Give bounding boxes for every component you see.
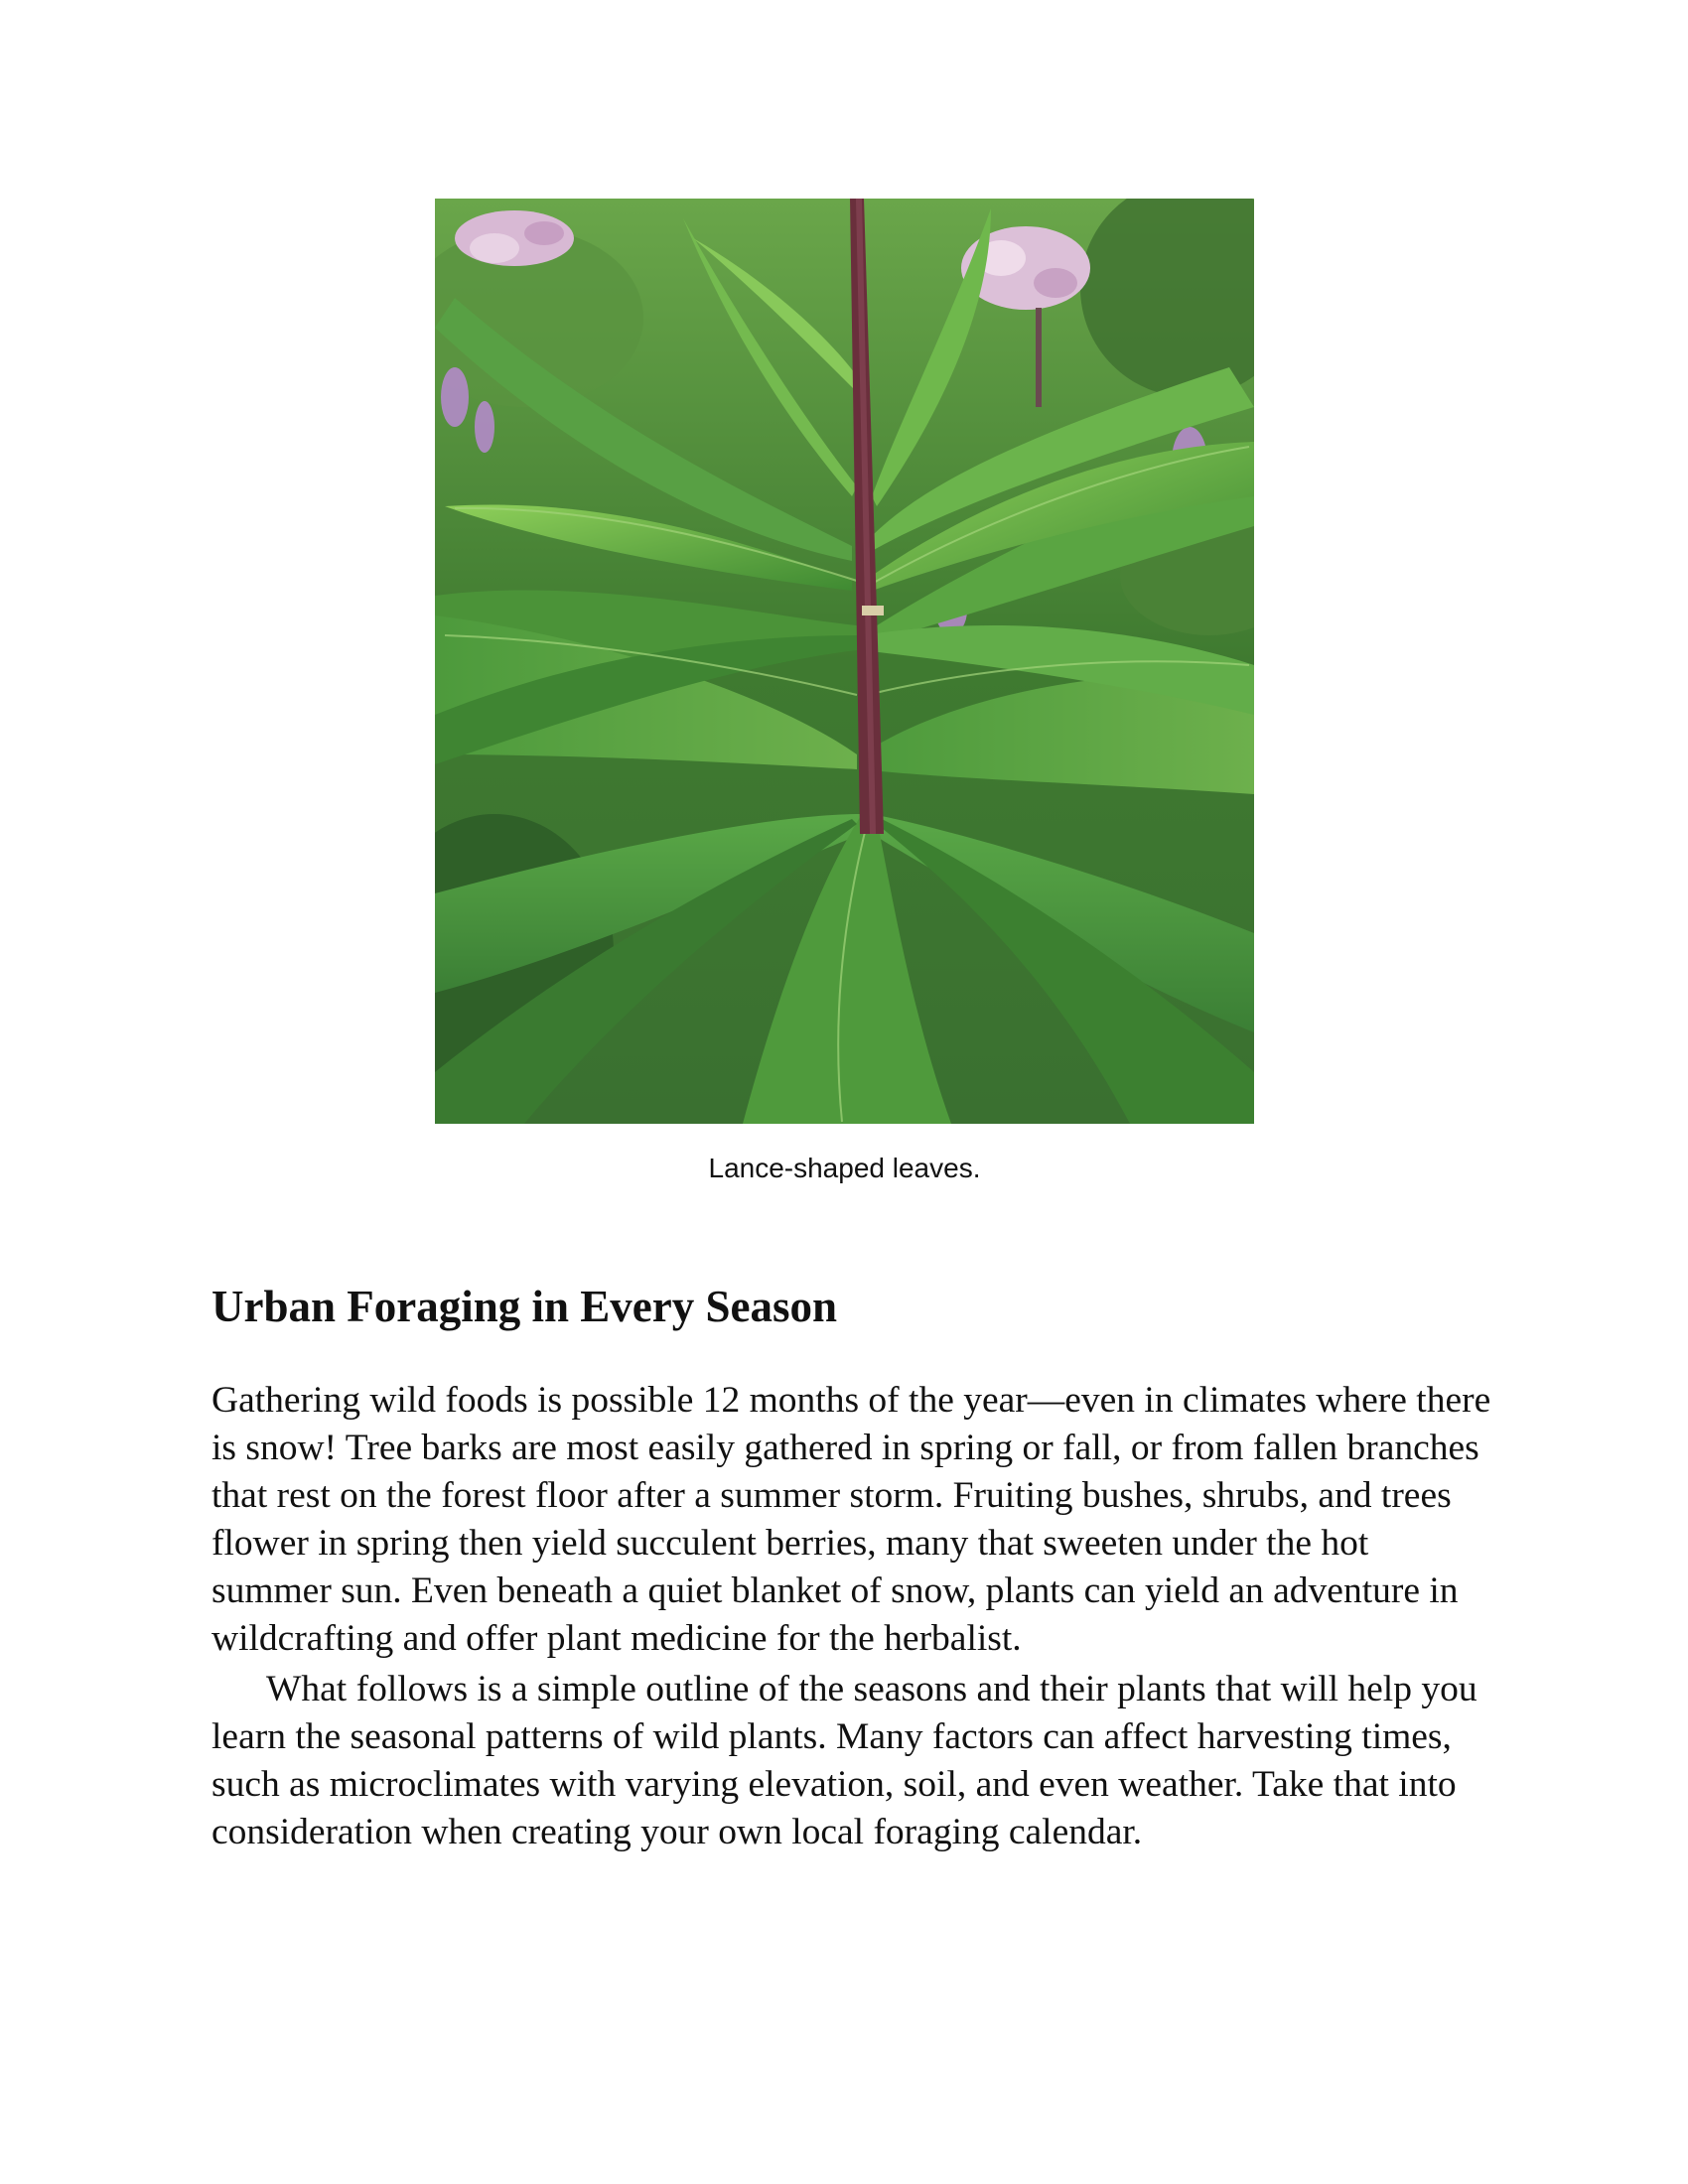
flower-cluster-left [455,210,574,266]
figure-caption: Lance-shaped leaves. [708,1153,981,1183]
plant-photo [435,199,1254,1124]
paragraph-2: What follows is a simple outline of the seasons and their plants that will help you learn the seasonal patterns of wild plants. Many factors can affect harvesting times, such as microclimates with varying elevation, soil, and even weather. Take that into consideration when creating your own local foraging calendar. [211,1669,1477,1852]
body-text [211,1377,1492,1856]
plant-photo-illustration [435,199,1254,1124]
paragraph-1: Gathering wild foods is possible 12 months of the year—even in climates where there is snow! Tree barks are most easily gathered in spring or fall, or from fallen branches that rest on the forest floor after a summer storm. Fruiting bushes, shrubs, and trees flower in spring then yield succulent berries, many that sweeten under the hot summer sun. Even beneath a quiet blanket of snow, plants can yield an adventure in wildcrafting and offer plant medicine for the herbalist. [211,1380,1491,1659]
section-title: Urban Foraging in Every Season [211,1282,838,1331]
